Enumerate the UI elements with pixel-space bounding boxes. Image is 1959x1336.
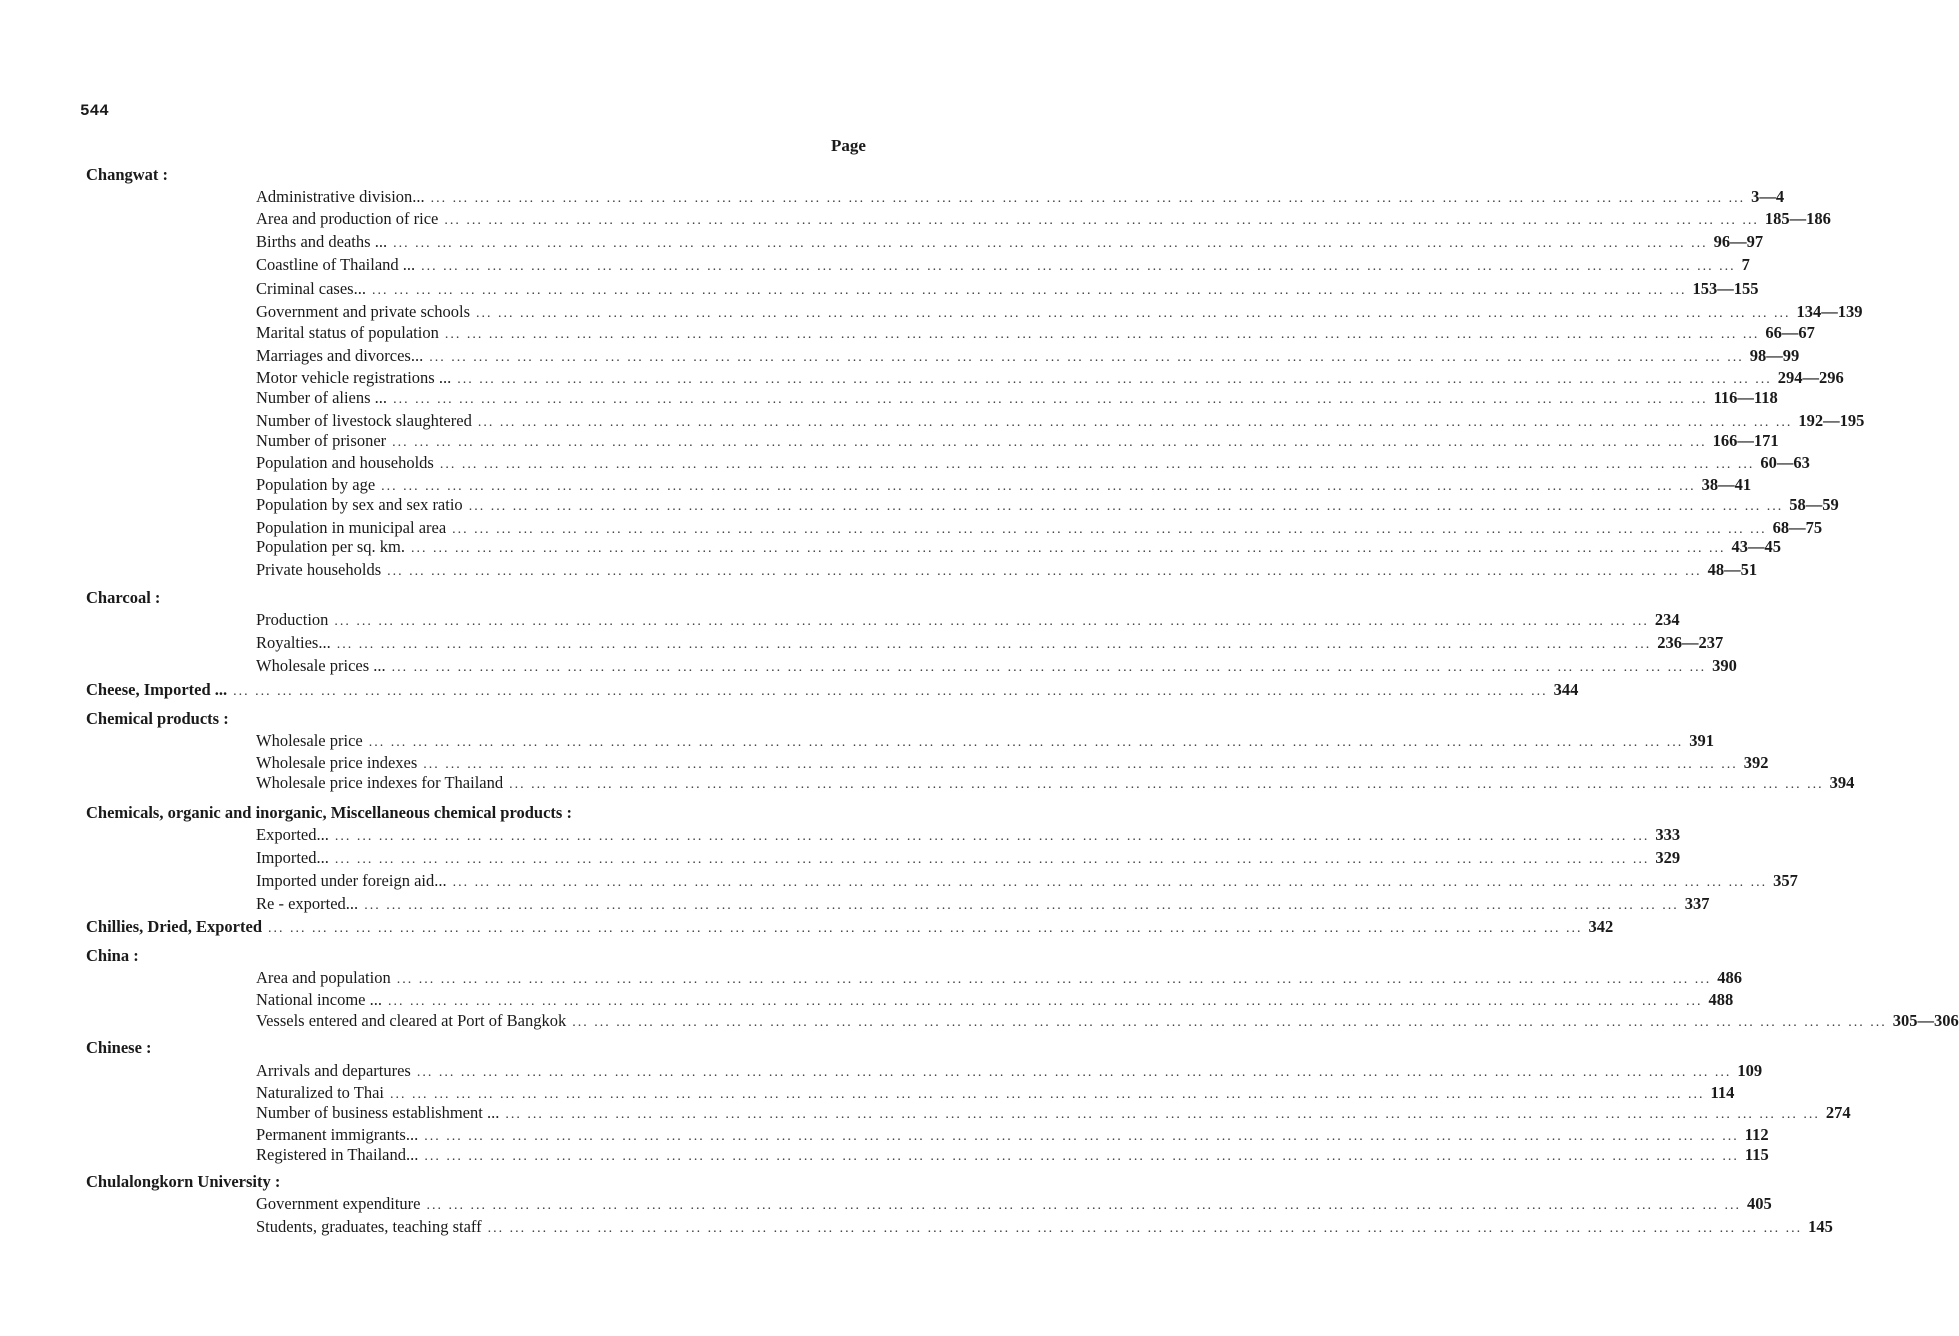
dot-leader: ... ... ... ... ... ... ... ... ... ... ... ... ... ... ... ... ... ... ... ... ... ... ... ... ... ... ... ... ... ... ... ... ... ... ... ... ... ... ... ... ... ... ... ... ... ... ... ... ... ... ... ... ... ... ... ... ... ... ... ...	[475, 306, 1791, 321]
dot-leader: ... ... ... ... ... ... ... ... ... ... ... ... ... ... ... ... ... ... ... ... ... ... ... ... ... ... ... ... ... ... ... ... ... ... ... ... ... ... ... ... ... ... ... ... ... ... ... ... ... ... ... ... ... ... ... ... ... ... ... ...	[393, 392, 1708, 407]
dot-leader: ... ... ... ... ... ... ... ... ... ... ... ... ... ... ... ... ... ... ... ... ... ... ... ... ... ... ... ... ... ... ... ... ... ... ... ... ... ... ... ... ... ... ... ... ... ... ... ... ... ... ... ... ... ... ... ... ... ... ... ...	[334, 829, 1650, 844]
index-subentry	[256, 633, 1724, 655]
dot-leader: ... ... ... ... ... ... ... ... ... ... ... ... ... ... ... ... ... ... ... ... ... ... ... ... ... ... ... ... ... ... ... ... ... ... ... ... ... ... ... ... ... ... ... ... ... ... ... ... ... ... ... ... ... ... ... ... ... ... ... ...	[388, 994, 1703, 1009]
index-subentry	[256, 1011, 1959, 1033]
entry-page-ref: 305—306	[1892, 1011, 1959, 1030]
index-subentry	[256, 560, 1758, 582]
entry-page-ref: 337	[1684, 894, 1710, 913]
dot-leader: ... ... ... ... ... ... ... ... ... ... ... ... ... ... ... ... ... ... ... ... ... ... ... ... ... ... ... ... ... ... ... ... ... ... ... ... ... ... ... ... ... ... ... ... ... ... ... ... ... ... ... ... ... ... ... ... ... ... ... ...	[487, 1221, 1803, 1236]
section-heading: China :	[86, 946, 139, 965]
dot-leader: ... ... ... ... ... ... ... ... ... ... ... ... ... ... ... ... ... ... ... ... ... ... ... ... ... ... ... ... ... ... ... ... ... ... ... ... ... ... ... ... ... ... ... ... ... ... ... ... ... ... ... ... ... ... ... ... ... ... ... ...	[421, 259, 1736, 274]
dot-leader: ... ... ... ... ... ... ... ... ... ... ... ... ... ... ... ... ... ... ... ... ... ... ... ... ... ... ... ... ... ... ... ... ... ... ... ... ... ... ... ... ... ... ... ... ... ... ... ... ... ... ... ... ... ... ... ... ... ... ... ...	[424, 1129, 1739, 1144]
entry-label: Wholesale prices ...	[256, 656, 386, 675]
entry-page-ref: 344	[1553, 680, 1579, 699]
index-subentry	[256, 731, 1714, 753]
entry-page-ref: 166—171	[1712, 431, 1779, 450]
index-subentry	[256, 753, 1769, 775]
entry-page-ref: 329	[1655, 848, 1681, 867]
entry-label: Coastline of Thailand ...	[256, 255, 416, 274]
entry-page-ref: 394	[1829, 773, 1855, 792]
entry-label: Marriages and divorces...	[256, 346, 424, 365]
entry-label: Population in municipal area	[256, 518, 447, 537]
dot-leader: ... ... ... ... ... ... ... ... ... ... ... ... ... ... ... ... ... ... ... ... ... ... ... ... ... ... ... ... ... ... ... ... ... ... ... ... ... ... ... ... ... ... ... ... ... ... ... ... ... ... ... ... ... ... ... ... ... ... ... ...	[572, 1015, 1887, 1030]
entry-label: Production	[256, 610, 329, 629]
entry-label: Imported...	[256, 848, 329, 867]
index-subentry	[256, 388, 1778, 410]
index-subentry	[256, 323, 1815, 345]
entry-page-ref: 357	[1773, 871, 1798, 890]
section-heading: Chemicals, organic and inorganic, Miscellaneous chemical products :	[86, 803, 572, 822]
entry-label: Number of livestock slaughtered	[256, 411, 472, 430]
dot-leader: ... ... ... ... ... ... ... ... ... ... ... ... ... ... ... ... ... ... ... ... ... ... ... ... ... ... ... ... ... ... ... ... ... ... ... ... ... ... ... ... ... ... ... ... ... ... ... ... ... ... ... ... ... ... ... ... ... ... ... ...	[368, 735, 1684, 750]
entry-page-ref: 333	[1655, 825, 1681, 844]
entry-page-ref: 236—237	[1657, 633, 1724, 652]
entry-page-ref: 112	[1744, 1125, 1769, 1144]
entry-page-ref: 98—99	[1749, 346, 1800, 365]
index-subentry	[256, 894, 1710, 916]
page-number: 544	[80, 102, 109, 120]
entry-page-ref: 115	[1744, 1145, 1769, 1164]
dot-leader: ... ... ... ... ... ... ... ... ... ... ... ... ... ... ... ... ... ... ... ... ... ... ... ... ... ... ... ... ... ... ... ... ... ... ... ... ... ... ... ... ... ... ... ... ... ... ... ... ... ... ... ... ... ... ... ... ... ... ... ...	[389, 1087, 1705, 1102]
entry-page-ref: 109	[1737, 1061, 1763, 1080]
entry-page-ref: 66—67	[1765, 323, 1815, 342]
dot-leader: ... ... ... ... ... ... ... ... ... ... ... ... ... ... ... ... ... ... ... ... ... ... ... ... ... ... ... ... ... ... ... ... ... ... ... ... ... ... ... ... ... ... ... ... ... ... ... ... ... ... ... ... ... ... ... ... ... ... ... ...	[268, 921, 1583, 936]
entry-label: Cheese, Imported ...	[86, 680, 228, 699]
index-subentry	[256, 825, 1681, 847]
entry-page-ref: 488	[1708, 990, 1734, 1009]
entry-page-ref: 43—45	[1731, 537, 1781, 556]
dot-leader: ... ... ... ... ... ... ... ... ... ... ... ... ... ... ... ... ... ... ... ... ... ... ... ... ... ... ... ... ... ... ... ... ... ... ... ... ... ... ... ... ... ... ... ... ... ... ... ... ... ... ... ... ... ... ... ... ... ... ... ...	[429, 350, 1744, 365]
entry-page-ref: 145	[1808, 1217, 1833, 1236]
index-subentry	[256, 368, 1844, 390]
index-entry-main	[86, 917, 1614, 939]
dot-leader: ... ... ... ... ... ... ... ... ... ... ... ... ... ... ... ... ... ... ... ... ... ... ... ... ... ... ... ... ... ... ... ... ... ... ... ... ... ... ... ... ... ... ... ... ... ... ... ... ... ... ... ... ... ... ... ... ... ... ... ...	[416, 1065, 1732, 1080]
index-subentry	[256, 302, 1863, 324]
dot-leader: ... ... ... ... ... ... ... ... ... ... ... ... ... ... ... ... ... ... ... ... ... ... ... ... ... ... ... ... ... ... ... ... ... ... ... ... ... ... ... ... ... ... ... ... ... ... ... ... ... ... ... ... ... ... ... ... ... ... ... ...	[430, 191, 1746, 206]
index-subentry	[256, 475, 1752, 497]
entry-label: Exported...	[256, 825, 329, 844]
entry-label: Registered in Thailand...	[256, 1145, 419, 1164]
dot-leader: ... ... ... ... ... ... ... ... ... ... ... ... ... ... ... ... ... ... ... ... ... ... ... ... ... ... ... ... ... ... ... ... ... ... ... ... ... ... ... ... ... ... ... ... ... ... ... ... ... ... ... ... ... ... ... ... ... ... ... ...	[452, 522, 1767, 537]
index-subentry	[256, 209, 1831, 231]
entry-label: Permanent immigrants...	[256, 1125, 419, 1144]
index-subentry	[256, 1217, 1833, 1239]
index-subentry	[256, 848, 1681, 870]
index-subentry	[256, 232, 1764, 254]
dot-leader: ... ... ... ... ... ... ... ... ... ... ... ... ... ... ... ... ... ... ... ... ... ... ... ... ... ... ... ... ... ... ... ... ... ... ... ... ... ... ... ... ... ... ... ... ... ... ... ... ... ... ... ... ... ... ... ... ... ... ... ...	[336, 637, 1652, 652]
section-heading: Chulalongkorn University :	[86, 1172, 281, 1191]
entry-label: Population by age	[256, 475, 376, 494]
index-subentry	[256, 1083, 1735, 1105]
entry-label: Arrivals and departures	[256, 1061, 411, 1080]
dot-leader: ... ... ... ... ... ... ... ... ... ... ... ... ... ... ... ... ... ... ... ... ... ... ... ... ... ... ... ... ... ... ... ... ... ... ... ... ... ... ... ... ... ... ... ... ... ... ... ... ... ... ... ... ... ... ... ... ... ... ... ...	[426, 1198, 1741, 1213]
dot-leader: ... ... ... ... ... ... ... ... ... ... ... ... ... ... ... ... ... ... ... ... ... ... ... ... ... ... ... ... ... ... ... ... ... ... ... ... ... ... ... ... ... ... ... ... ... ... ... ... ... ... ... ... ... ... ... ... ... ... ... ...	[334, 852, 1650, 867]
entry-page-ref: 185—186	[1764, 209, 1831, 228]
index-subentry	[256, 411, 1865, 433]
entry-page-ref: 486	[1717, 968, 1742, 987]
entry-label: Government expenditure	[256, 1194, 421, 1213]
entry-page-ref: 60—63	[1760, 453, 1810, 472]
entry-label: Number of business establishment ...	[256, 1103, 500, 1122]
index-subentry	[256, 1145, 1769, 1167]
entry-label: Government and private schools	[256, 302, 470, 321]
dot-leader: ... ... ... ... ... ... ... ... ... ... ... ... ... ... ... ... ... ... ... ... ... ... ... ... ... ... ... ... ... ... ... ... ... ... ... ... ... ... ... ... ... ... ... ... ... ... ... ... ... ... ... ... ... ... ... ... ... ... ... ...	[393, 236, 1708, 251]
entry-label: Royalties...	[256, 633, 331, 652]
dot-leader: ... ... ... ... ... ... ... ... ... ... ... ... ... ... ... ... ... ... ... ... ... ... ... ... ... ... ... ... ... ... ... ... ... ... ... ... ... ... ... ... ... ... ... ... ... ... ... ... ... ... ... ... ... ... ... ... ... ... ... ...	[439, 457, 1755, 472]
entry-page-ref: 405	[1746, 1194, 1772, 1213]
dot-leader: ... ... ... ... ... ... ... ... ... ... ... ... ... ... ... ... ... ... ... ... ... ... ... ... ... ... ... ... ... ... ... ... ... ... ... ... ... ... ... ... ... ... ... ... ... ... ... ... ... ... ... ... ... ... ... ... ... ... ... ...	[424, 1149, 1739, 1164]
entry-label: Number of prisoner	[256, 431, 387, 450]
entry-page-ref: 48—51	[1707, 560, 1758, 579]
dot-leader: ... ... ... ... ... ... ... ... ... ... ... ... ... ... ... ... ... ... ... ... ... ... ... ... ... ... ... ... ... ... ... ... ... ... ... ... ... ... ... ... ... ... ... ... ... ... ... ... ... ... ... ... ... ... ... ... ... ... ... ...	[364, 898, 1679, 913]
entry-label: Private households	[256, 560, 382, 579]
entry-label: Administrative division...	[256, 187, 425, 206]
entry-label: Wholesale price indexes for Thailand	[256, 773, 504, 792]
index-subentry	[256, 871, 1798, 893]
entry-label: Marital status of population	[256, 323, 439, 342]
entry-label: Area and population	[256, 968, 391, 987]
dot-leader: ... ... ... ... ... ... ... ... ... ... ... ... ... ... ... ... ... ... ... ... ... ... ... ... ... ... ... ... ... ... ... ... ... ... ... ... ... ... ... ... ... ... ... ... ... ... ... ... ... ... ... ... ... ... ... ... ... ... ... ...	[423, 757, 1738, 772]
entry-page-ref: 3—4	[1751, 187, 1785, 206]
index-subentry	[256, 346, 1800, 368]
index-subentry	[256, 495, 1839, 517]
index-subentry	[256, 279, 1759, 301]
entry-label: Number of aliens ...	[256, 388, 388, 407]
entry-label: Wholesale price	[256, 731, 363, 750]
index-subentry	[256, 537, 1781, 559]
index-subentry	[256, 773, 1855, 795]
entry-page-ref: 274	[1825, 1103, 1851, 1122]
entry-label: Population and households	[256, 453, 434, 472]
dot-leader: ... ... ... ... ... ... ... ... ... ... ... ... ... ... ... ... ... ... ... ... ... ... ... ... ... ... ... ... ... ... ... ... ... ... ... ... ... ... ... ... ... ... ... ... ... ... ... ... ... ... ... ... ... ... ... ... ... ... ... ...	[509, 777, 1824, 792]
dot-leader: ... ... ... ... ... ... ... ... ... ... ... ... ... ... ... ... ... ... ... ... ... ... ... ... ... ... ... ... ... ... ... ... ... ... ... ... ... ... ... ... ... ... ... ... ... ... ... ... ... ... ... ... ... ... ... ... ... ... ... ...	[334, 614, 1649, 629]
index-subentry	[256, 1194, 1772, 1216]
entry-label: National income ...	[256, 990, 383, 1009]
entry-page-ref: 390	[1712, 656, 1737, 675]
entry-page-ref: 192—195	[1798, 411, 1865, 430]
section-heading: Changwat :	[86, 165, 169, 184]
entry-label: Chillies, Dried, Exported	[86, 917, 262, 936]
entry-label: Births and deaths ...	[256, 232, 388, 251]
entry-label: Wholesale price indexes	[256, 753, 418, 772]
entry-page-ref: 58—59	[1789, 495, 1839, 514]
entry-label: Vessels entered and cleared at Port of Bangkok	[256, 1011, 567, 1030]
entry-label: Population per sq. km.	[256, 537, 405, 556]
dot-leader: ... ... ... ... ... ... ... ... ... ... ... ... ... ... ... ... ... ... ... ... ... ... ... ... ... ... ... ... ... ... ... ... ... ... ... ... ... ... ... ... ... ... ... ... ... ... ... ... ... ... ... ... ... ... ... ... ... ... ... ...	[392, 435, 1707, 450]
dot-leader: ... ... ... ... ... ... ... ... ... ... ... ... ... ... ... ... ... ... ... ... ... ... ... ... ... ... ... ... ... ... ... ... ... ... ... ... ... ... ... ... ... ... ... ... ... ... ... ... ... ... ... ... ... ... ... ... ... ... ... ...	[233, 684, 1548, 699]
index-subentry	[256, 1061, 1763, 1083]
entry-page-ref: 116—118	[1713, 388, 1778, 407]
entry-label: Motor vehicle registrations ...	[256, 368, 452, 387]
dot-leader: ... ... ... ... ... ... ... ... ... ... ... ... ... ... ... ... ... ... ... ... ... ... ... ... ... ... ... ... ... ... ... ... ... ... ... ... ... ... ... ... ... ... ... ... ... ... ... ... ... ... ... ... ... ... ... ... ... ... ... ...	[505, 1107, 1820, 1122]
index-subentry	[256, 656, 1737, 678]
entry-page-ref: 134—139	[1796, 302, 1863, 321]
dot-leader: ... ... ... ... ... ... ... ... ... ... ... ... ... ... ... ... ... ... ... ... ... ... ... ... ... ... ... ... ... ... ... ... ... ... ... ... ... ... ... ... ... ... ... ... ... ... ... ... ... ... ... ... ... ... ... ... ... ... ... ...	[477, 415, 1793, 430]
entry-label: Imported under foreign aid...	[256, 871, 447, 890]
section-heading: Chinese :	[86, 1038, 152, 1057]
entry-label: Re - exported...	[256, 894, 359, 913]
entry-page-ref: 68—75	[1772, 518, 1823, 537]
section-heading: Chemical products :	[86, 709, 229, 728]
dot-leader: ... ... ... ... ... ... ... ... ... ... ... ... ... ... ... ... ... ... ... ... ... ... ... ... ... ... ... ... ... ... ... ... ... ... ... ... ... ... ... ... ... ... ... ... ... ... ... ... ... ... ... ... ... ... ... ... ... ... ... ...	[391, 660, 1707, 675]
index-subentry	[256, 187, 1785, 209]
dot-leader: ... ... ... ... ... ... ... ... ... ... ... ... ... ... ... ... ... ... ... ... ... ... ... ... ... ... ... ... ... ... ... ... ... ... ... ... ... ... ... ... ... ... ... ... ... ... ... ... ... ... ... ... ... ... ... ... ... ... ... ...	[444, 327, 1760, 342]
entry-page-ref: 391	[1689, 731, 1714, 750]
entry-label: Population by sex and sex ratio	[256, 495, 463, 514]
entry-page-ref: 153—155	[1692, 279, 1759, 298]
section-heading: Charcoal :	[86, 588, 161, 607]
index-subentry	[256, 990, 1734, 1012]
entry-page-ref: 114	[1710, 1083, 1735, 1102]
index-subentry	[256, 453, 1810, 475]
dot-leader: ... ... ... ... ... ... ... ... ... ... ... ... ... ... ... ... ... ... ... ... ... ... ... ... ... ... ... ... ... ... ... ... ... ... ... ... ... ... ... ... ... ... ... ... ... ... ... ... ... ... ... ... ... ... ... ... ... ... ... ...	[410, 541, 1726, 556]
entry-page-ref: 38—41	[1701, 475, 1752, 494]
index-subentry	[256, 610, 1680, 632]
entry-page-ref: 392	[1743, 753, 1769, 772]
entry-label: Naturalized to Thai	[256, 1083, 384, 1102]
dot-leader: ... ... ... ... ... ... ... ... ... ... ... ... ... ... ... ... ... ... ... ... ... ... ... ... ... ... ... ... ... ... ... ... ... ... ... ... ... ... ... ... ... ... ... ... ... ... ... ... ... ... ... ... ... ... ... ... ... ... ... ...	[444, 213, 1759, 228]
entry-page-ref: 7	[1741, 255, 1750, 274]
index-subentry	[256, 968, 1742, 990]
dot-leader: ... ... ... ... ... ... ... ... ... ... ... ... ... ... ... ... ... ... ... ... ... ... ... ... ... ... ... ... ... ... ... ... ... ... ... ... ... ... ... ... ... ... ... ... ... ... ... ... ... ... ... ... ... ... ... ... ... ... ... ...	[468, 499, 1784, 514]
index-subentry	[256, 431, 1779, 453]
entry-label: Criminal cases...	[256, 279, 366, 298]
dot-leader: ... ... ... ... ... ... ... ... ... ... ... ... ... ... ... ... ... ... ... ... ... ... ... ... ... ... ... ... ... ... ... ... ... ... ... ... ... ... ... ... ... ... ... ... ... ... ... ... ... ... ... ... ... ... ... ... ... ... ... ...	[457, 372, 1772, 387]
index-entry-main	[86, 680, 1579, 702]
entry-page-ref: 96—97	[1713, 232, 1764, 251]
dot-leader: ... ... ... ... ... ... ... ... ... ... ... ... ... ... ... ... ... ... ... ... ... ... ... ... ... ... ... ... ... ... ... ... ... ... ... ... ... ... ... ... ... ... ... ... ... ... ... ... ... ... ... ... ... ... ... ... ... ... ... ...	[452, 875, 1768, 890]
index-subentry	[256, 1125, 1769, 1147]
entry-page-ref: 234	[1654, 610, 1680, 629]
entry-label: Students, graduates, teaching staff	[256, 1217, 482, 1236]
entry-page-ref: 342	[1588, 917, 1614, 936]
dot-leader: ... ... ... ... ... ... ... ... ... ... ... ... ... ... ... ... ... ... ... ... ... ... ... ... ... ... ... ... ... ... ... ... ... ... ... ... ... ... ... ... ... ... ... ... ... ... ... ... ... ... ... ... ... ... ... ... ... ... ... ...	[371, 283, 1687, 298]
dot-leader: ... ... ... ... ... ... ... ... ... ... ... ... ... ... ... ... ... ... ... ... ... ... ... ... ... ... ... ... ... ... ... ... ... ... ... ... ... ... ... ... ... ... ... ... ... ... ... ... ... ... ... ... ... ... ... ... ... ... ... ...	[396, 972, 1712, 987]
entry-label: Area and production of rice	[256, 209, 439, 228]
page-column-header: Page	[831, 136, 866, 155]
index-subentry	[256, 1103, 1851, 1125]
dot-leader: ... ... ... ... ... ... ... ... ... ... ... ... ... ... ... ... ... ... ... ... ... ... ... ... ... ... ... ... ... ... ... ... ... ... ... ... ... ... ... ... ... ... ... ... ... ... ... ... ... ... ... ... ... ... ... ... ... ... ... ...	[387, 564, 1702, 579]
index-subentry	[256, 255, 1750, 277]
dot-leader: ... ... ... ... ... ... ... ... ... ... ... ... ... ... ... ... ... ... ... ... ... ... ... ... ... ... ... ... ... ... ... ... ... ... ... ... ... ... ... ... ... ... ... ... ... ... ... ... ... ... ... ... ... ... ... ... ... ... ... ...	[381, 479, 1696, 494]
entry-page-ref: 294—296	[1777, 368, 1844, 387]
